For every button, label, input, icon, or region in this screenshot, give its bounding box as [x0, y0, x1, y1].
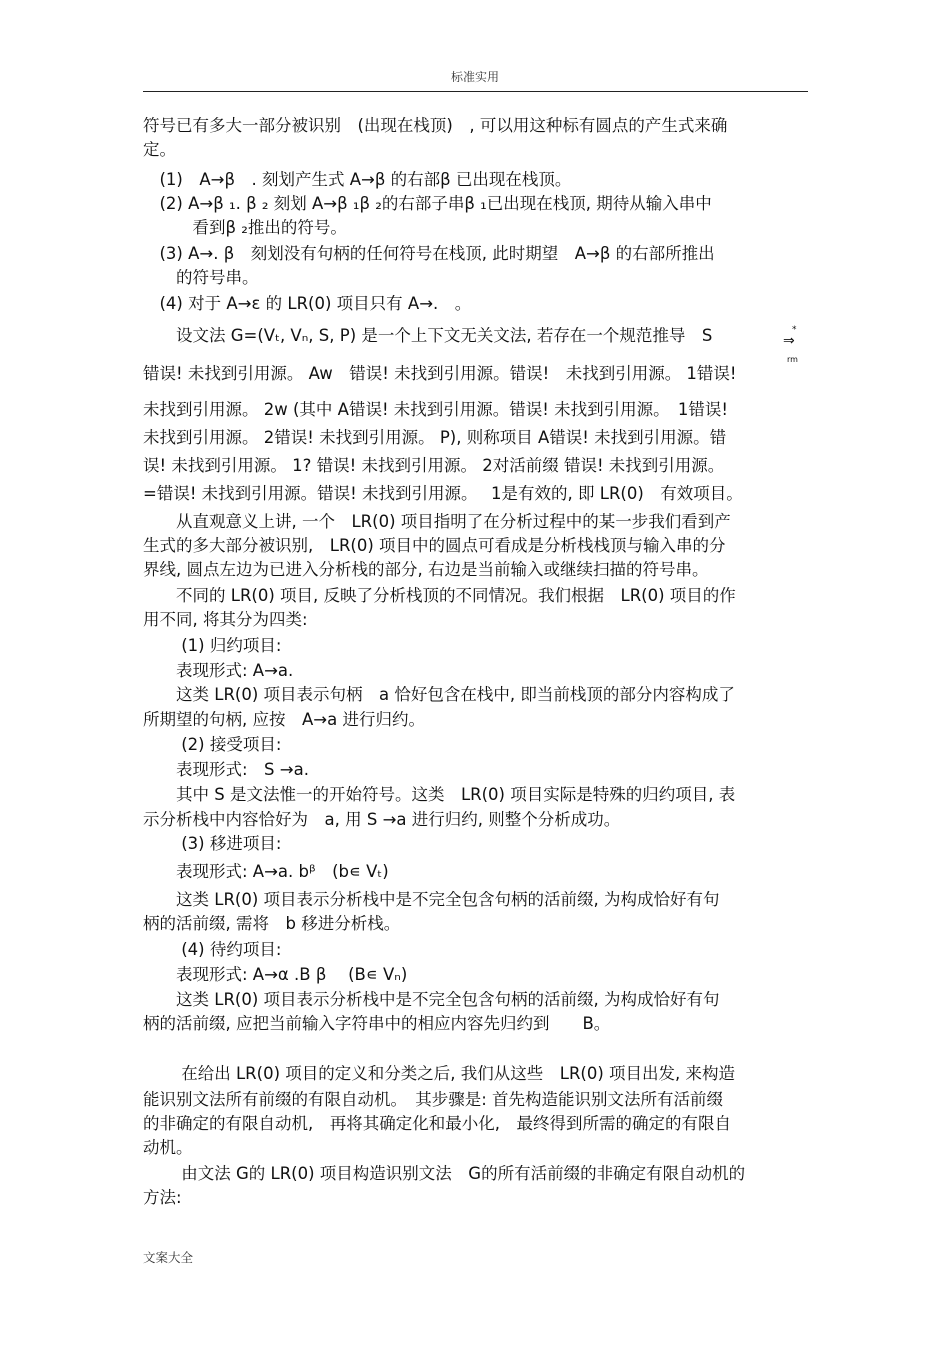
text-line: 方法:	[143, 1188, 182, 1207]
text-line: 定。	[143, 140, 176, 159]
text-line: 这类 LR(0) 项目表示分析栈中是不完全包含句柄的活前缀, 为构成恰好有句	[143, 890, 720, 909]
text-line: (3) A→. β 刻划没有句柄的任何符号在栈顶, 此时期望 A→β 的右部所推出	[143, 244, 715, 263]
text-line: 所期望的句柄, 应按 A→a 进行归约。	[143, 710, 425, 729]
derivation-label: rm	[787, 355, 798, 364]
text-line: 在给出 LR(0) 项目的定义和分类之后, 我们从这些 LR(0) 项目出发, 来构造	[143, 1064, 736, 1083]
text-line: 示分析栈中内容恰好为 a, 用 S →a 进行归约, 则整个分析成功。	[143, 810, 621, 829]
text-line: 误! 未找到引用源。 1? 错误! 未找到引用源。 2对活前缀 错误! 未找到引用源。	[143, 456, 725, 475]
text-line: 看到β ₂推出的符号。	[143, 218, 347, 237]
text-line: 由文法 G的 LR(0) 项目构造识别文法 G的所有活前缀的非确定有限自动机的	[143, 1164, 746, 1183]
text-line: 其中 S 是文法惟一的开始符号。这类 LR(0) 项目实际是特殊的归约项目, 表	[143, 785, 736, 804]
rightmost-derivation-mark	[775, 322, 798, 366]
text-line: 这类 LR(0) 项目表示分析栈中是不完全包含句柄的活前缀, 为构成恰好有句	[143, 990, 720, 1009]
derivation-arrow-icon: ⇒	[783, 333, 795, 349]
text-line: 这类 LR(0) 项目表示句柄 a 恰好包含在栈中, 即当前栈顶的部分内容构成了	[143, 685, 735, 704]
text-line: 表现形式: A→a.	[143, 661, 294, 680]
text-line: =错误! 未找到引用源。错误! 未找到引用源。 1是有效的, 即 LR(0) 有效项目。	[143, 484, 743, 503]
text-line: 从直观意义上讲, 一个 LR(0) 项目指明了在分析过程中的某一步我们看到产	[143, 512, 731, 531]
text-line: 的符号串。	[143, 268, 259, 287]
text-line: 柄的活前缀, 应把当前输入字符串中的相应内容先归约到 B。	[143, 1014, 611, 1033]
text-line: (1) 归约项目:	[143, 636, 282, 655]
text-line: (3) 移进项目:	[143, 834, 282, 853]
text-line: 表现形式: A→α .B β (B∊ Vₙ)	[143, 965, 408, 984]
text-line: 表现形式: A→a. bᵝ (b∊ Vₜ)	[143, 862, 389, 881]
derivation-star: *	[792, 325, 797, 335]
text-line: 生式的多大部分被识别, LR(0) 项目中的圆点可看成是分析栈栈顶与输入串的分	[143, 536, 726, 555]
page-header: 标准实用	[450, 70, 499, 84]
text-line: 符号已有多大一部分被识别 (出现在栈顶) , 可以用这种标有圆点的产生式来确	[143, 116, 728, 135]
text-line: 用不同, 将其分为四类:	[143, 610, 308, 629]
text-line: 能识别文法所有前缀的有限自动机。 其步骤是: 首先构造能识别文法所有活前缀	[143, 1090, 724, 1109]
text-line: (2) A→β ₁. β ₂ 刻划 A→β ₁β ₂的右部子串β ₁已出现在栈顶, 期待从输入串中	[143, 194, 712, 213]
text-line: 的非确定的有限自动机, 再将其确定化和最小化, 最终得到所需的确定的有限自	[143, 1114, 731, 1133]
header-rule	[143, 91, 808, 92]
text-line: (4) 待约项目:	[143, 940, 282, 959]
page-footer: 文案大全	[143, 1250, 194, 1265]
text-line: 未找到引用源。 2w (其中 A错误! 未找到引用源。错误! 未找到引用源。 1错误!	[143, 400, 729, 419]
text-line: 柄的活前缀, 需将 b 移进分析栈。	[143, 914, 401, 933]
text-line: 未找到引用源。 2错误! 未找到引用源。 P), 则称项目 A错误! 未找到引用源。错	[143, 428, 727, 447]
text-line: 动机。	[143, 1138, 193, 1157]
text-line: 不同的 LR(0) 项目, 反映了分析栈顶的不同情况。我们根据 LR(0) 项目的作	[143, 586, 736, 605]
text-line: 设文法 G=(Vₜ, Vₙ, S, P) 是一个上下文无关文法, 若存在一个规范推导 S	[143, 326, 713, 345]
text-line: (1) A→β . 刻划产生式 A→β 的右部β 已出现在栈顶。	[143, 170, 572, 189]
text-line: (4) 对于 A→ε 的 LR(0) 项目只有 A→. 。	[143, 294, 472, 313]
text-line: 错误! 未找到引用源。 Aw 错误! 未找到引用源。错误! 未找到引用源。 1错误!	[143, 364, 737, 383]
text-line: 表现形式: S →a.	[143, 760, 309, 779]
text-line: (2) 接受项目:	[143, 735, 282, 754]
text-line: 界线, 圆点左边为已进入分析栈的部分, 右边是当前输入或继续扫描的符号串。	[143, 560, 709, 579]
